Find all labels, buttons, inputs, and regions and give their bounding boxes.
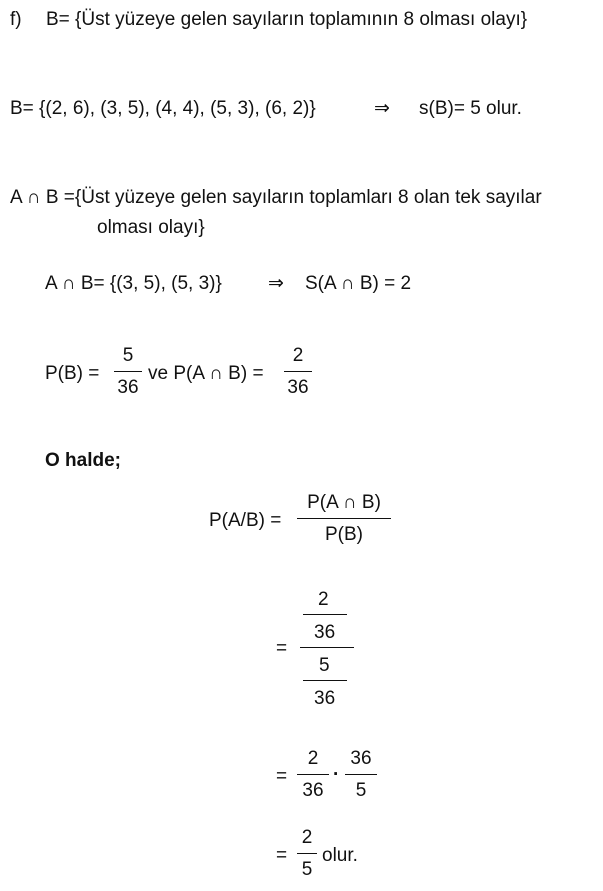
set-b-elements: B= {(2, 6), (3, 5), (4, 4), (5, 3), (6, 2)}: [10, 98, 316, 119]
implies-arrow-icon: ⇒: [268, 272, 284, 294]
pab-fraction: [284, 346, 312, 397]
equals-sign: =: [276, 766, 288, 787]
fraction-bar: [297, 774, 329, 775]
event-b-definition: B= {Üst yüzeye gelen sayıların toplamının 8 olması olayı}: [46, 9, 528, 30]
conditional-fraction: [297, 493, 391, 544]
equals-sign: =: [276, 638, 288, 659]
top-numerator: 2: [318, 589, 329, 610]
fraction-bar: [345, 774, 377, 775]
conditional-denominator: P(B): [325, 524, 363, 545]
pab-numerator: 2: [292, 345, 304, 366]
second-fraction: [345, 749, 377, 800]
pb-fraction: [114, 346, 142, 397]
fraction-bar: [114, 371, 142, 372]
fraction-bar: [284, 371, 312, 372]
fraction-bar: [297, 853, 317, 854]
first-denominator: 36: [302, 780, 324, 801]
intersection-count: S(A ∩ B) = 2: [305, 273, 412, 294]
fraction-bar: [303, 614, 347, 615]
pab-denominator: 36: [287, 377, 309, 398]
second-numerator: 36: [350, 748, 372, 769]
top-denominator: 36: [314, 622, 336, 643]
equals-sign: =: [276, 845, 288, 866]
pb-label: P(B) =: [45, 363, 100, 384]
pb-denominator: 36: [117, 377, 139, 398]
result-denominator: 5: [301, 859, 313, 880]
second-denominator: 5: [355, 780, 367, 801]
intersection-definition-line1: A ∩ B ={Üst yüzeye gelen sayıların toplamları 8 olan tek sayılar: [10, 187, 542, 208]
pab-label: ve P(A ∩ B) =: [148, 363, 264, 384]
pb-numerator: 5: [122, 345, 134, 366]
bottom-numerator: 5: [319, 655, 330, 676]
implies-arrow-icon: ⇒: [374, 97, 390, 119]
result-numerator: 2: [301, 827, 313, 848]
fraction-bar: [297, 518, 391, 519]
result-fraction: [297, 828, 317, 879]
set-b-count: s(B)= 5 olur.: [419, 98, 522, 119]
result-suffix: olur.: [322, 845, 358, 866]
main-fraction-bar: [300, 647, 354, 648]
intersection-set-elements: A ∩ B= {(3, 5), (5, 3)}: [45, 273, 222, 294]
item-marker: f): [10, 9, 22, 30]
conditional-numerator: P(A ∩ B): [307, 492, 381, 513]
first-fraction: [297, 749, 329, 800]
first-numerator: 2: [307, 748, 319, 769]
conclusion-heading: O halde;: [45, 450, 122, 471]
intersection-definition-line2: olması olayı}: [97, 217, 205, 238]
multiplication-dot: ·: [333, 764, 340, 785]
bottom-denominator: 36: [314, 688, 336, 709]
conditional-lhs: P(A/B) =: [209, 510, 282, 531]
fraction-bar: [303, 680, 347, 681]
